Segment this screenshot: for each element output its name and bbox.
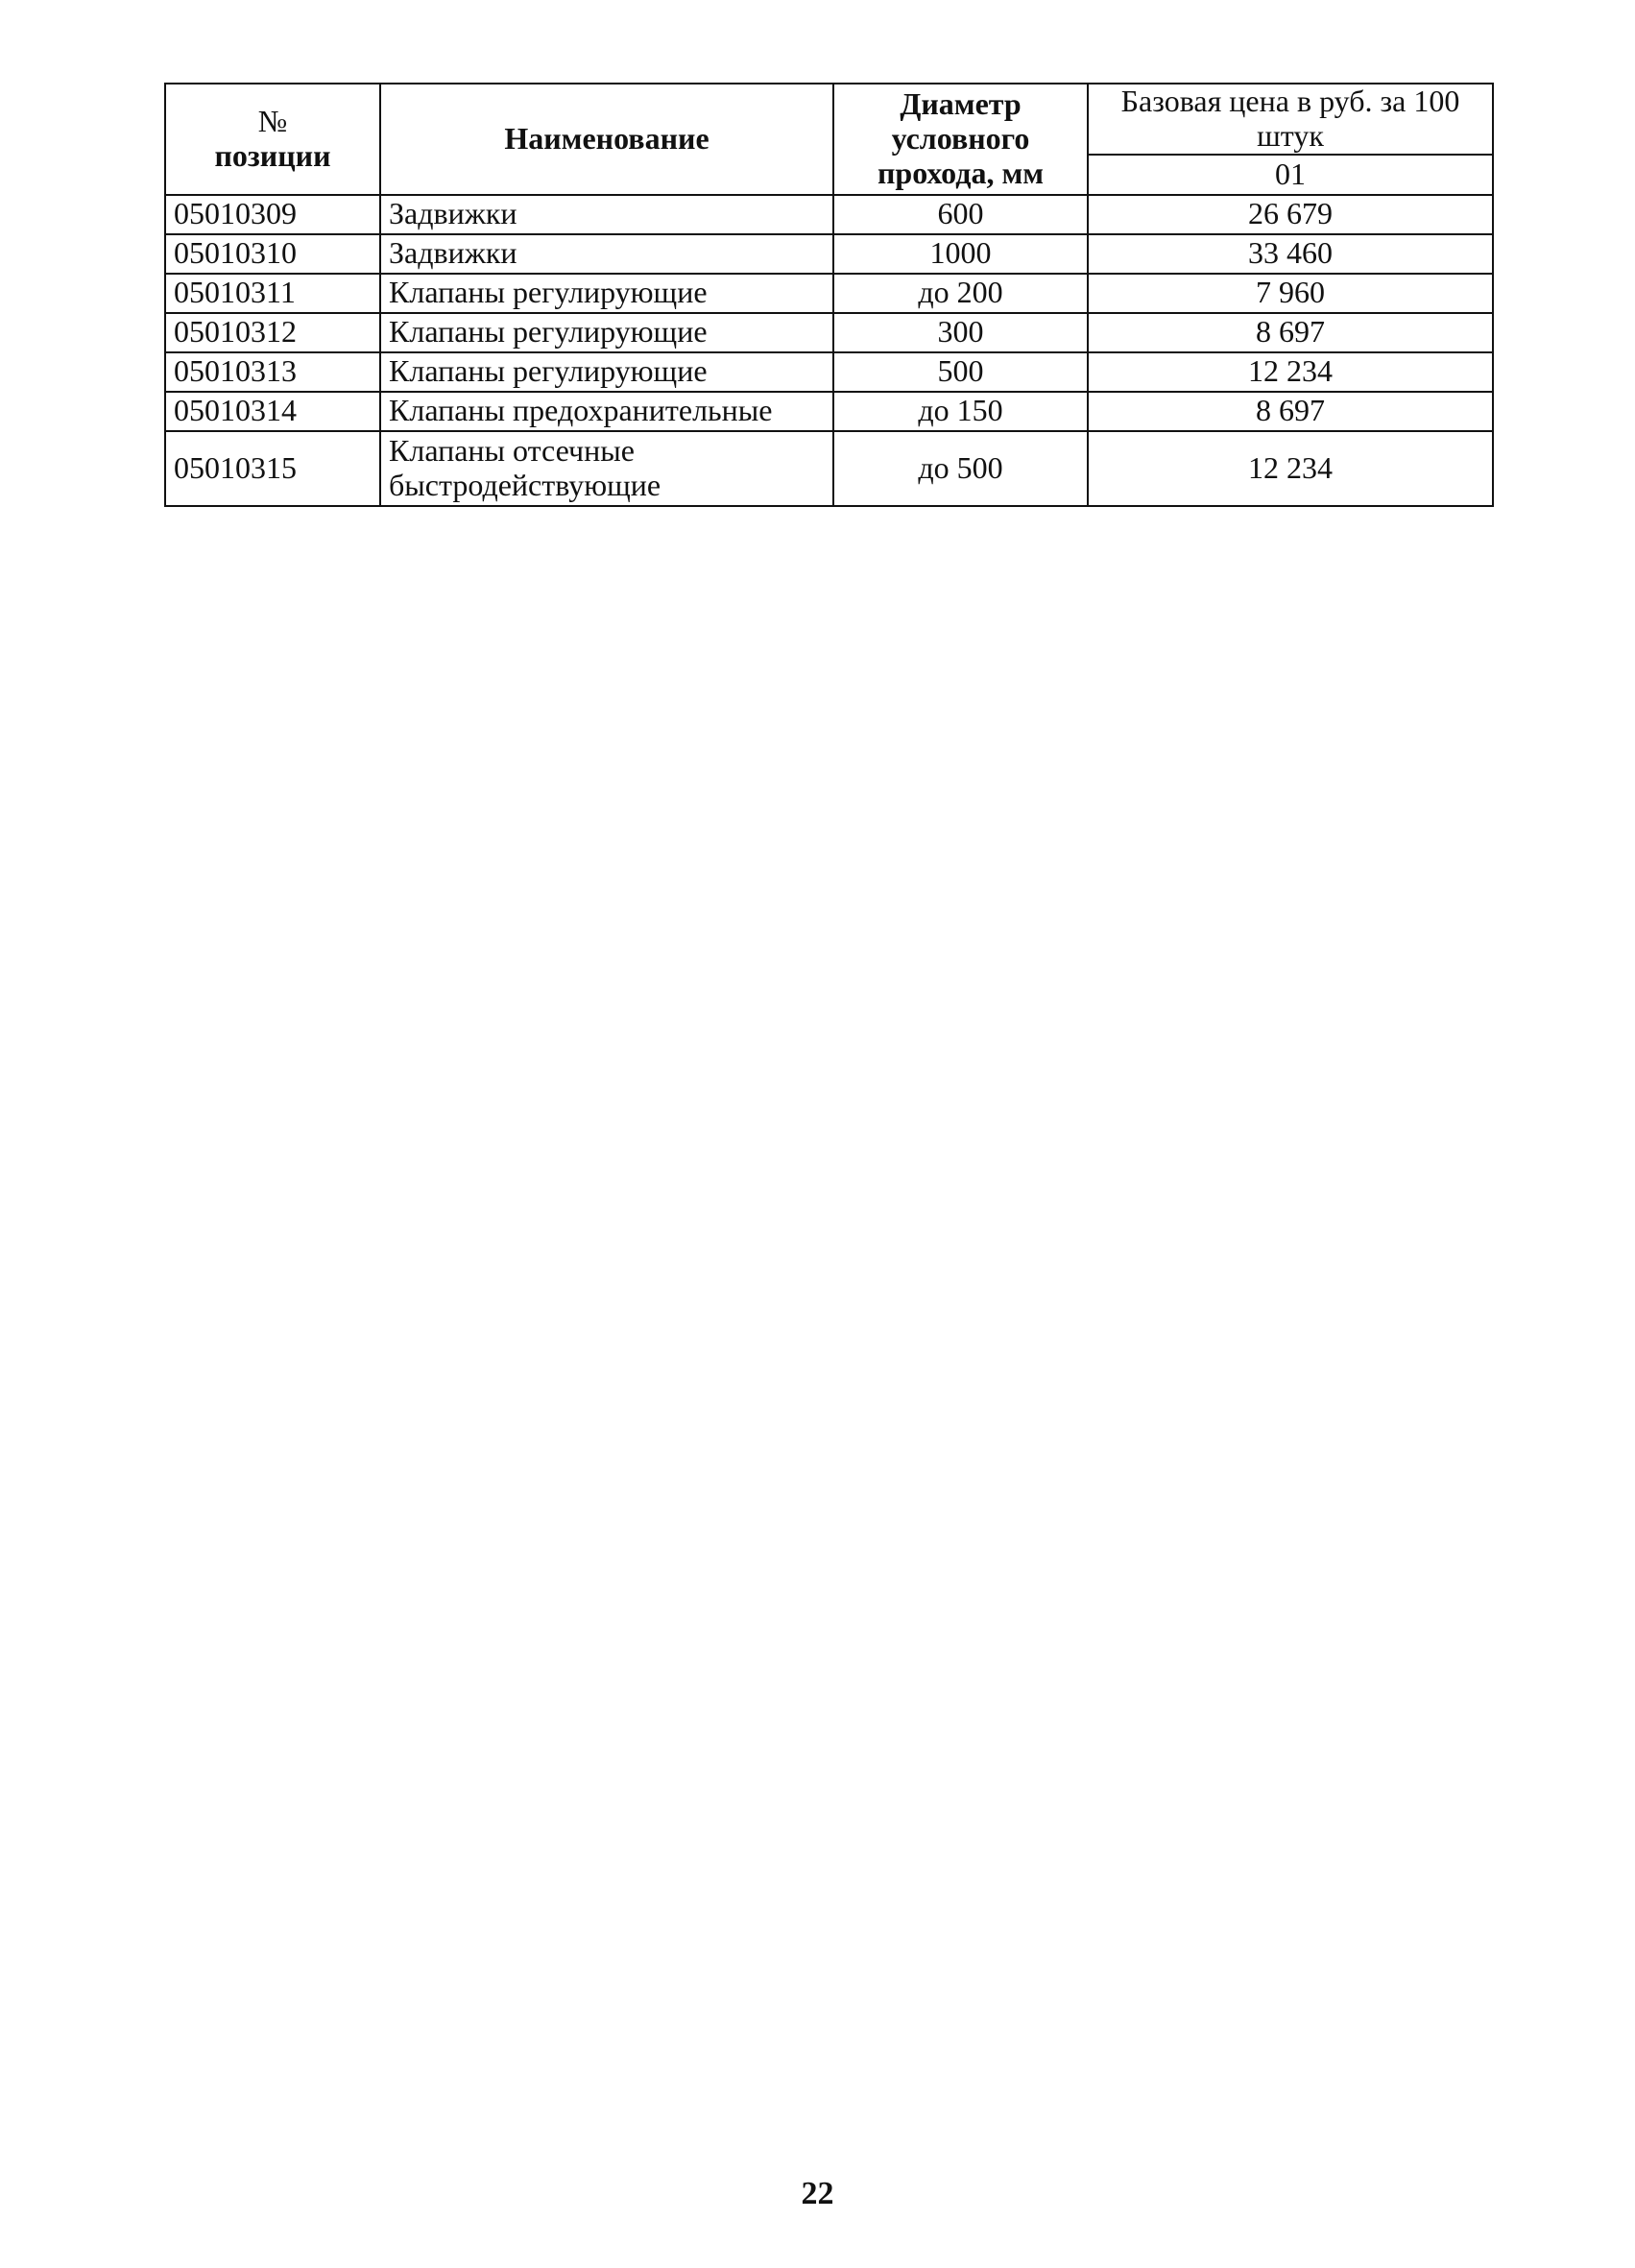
row-diameter: 300 <box>833 313 1088 352</box>
header-price-column-code: 01 <box>1088 155 1493 195</box>
table-body <box>165 195 1493 506</box>
header-price-group: Базовая цена в руб. за 100 штук <box>1088 84 1493 155</box>
row-name: Клапаны предохранительные <box>380 392 833 431</box>
row-name: Задвижки <box>380 234 833 274</box>
row-price: 8 697 <box>1088 313 1493 352</box>
row-price: 12 234 <box>1088 431 1493 506</box>
row-name: Клапаны отсечные быстродействующие <box>380 431 833 506</box>
table-row <box>165 234 1493 274</box>
row-diameter: до 200 <box>833 274 1088 313</box>
header-name: Наименование <box>380 84 833 195</box>
row-code: 05010309 <box>165 195 380 234</box>
table-row <box>165 195 1493 234</box>
row-price: 7 960 <box>1088 274 1493 313</box>
row-name: Задвижки <box>380 195 833 234</box>
row-price: 12 234 <box>1088 352 1493 392</box>
table-row <box>165 274 1493 313</box>
page-number: 22 <box>801 2176 834 2211</box>
row-code: 05010311 <box>165 274 380 313</box>
row-name: Клапаны регулирующие <box>380 274 833 313</box>
row-price: 26 679 <box>1088 195 1493 234</box>
header-position <box>165 84 380 195</box>
header-position-symbol: № <box>257 104 288 138</box>
row-price: 33 460 <box>1088 234 1493 274</box>
row-diameter: до 150 <box>833 392 1088 431</box>
table-row <box>165 352 1493 392</box>
table-row <box>165 431 1493 506</box>
row-diameter: до 500 <box>833 431 1088 506</box>
row-name: Клапаны регулирующие <box>380 352 833 392</box>
header-position-label: позиции <box>214 137 331 173</box>
row-diameter: 500 <box>833 352 1088 392</box>
row-code: 05010313 <box>165 352 380 392</box>
row-diameter: 600 <box>833 195 1088 234</box>
header-diameter: Диаметр условного прохода, мм <box>833 84 1088 195</box>
row-code: 05010315 <box>165 431 380 506</box>
row-code: 05010314 <box>165 392 380 431</box>
table-row <box>165 392 1493 431</box>
table-row <box>165 313 1493 352</box>
table-header <box>165 84 1493 195</box>
row-code: 05010312 <box>165 313 380 352</box>
row-diameter: 1000 <box>833 234 1088 274</box>
row-price: 8 697 <box>1088 392 1493 431</box>
row-name: Клапаны регулирующие <box>380 313 833 352</box>
row-code: 05010310 <box>165 234 380 274</box>
price-table <box>164 83 1494 507</box>
